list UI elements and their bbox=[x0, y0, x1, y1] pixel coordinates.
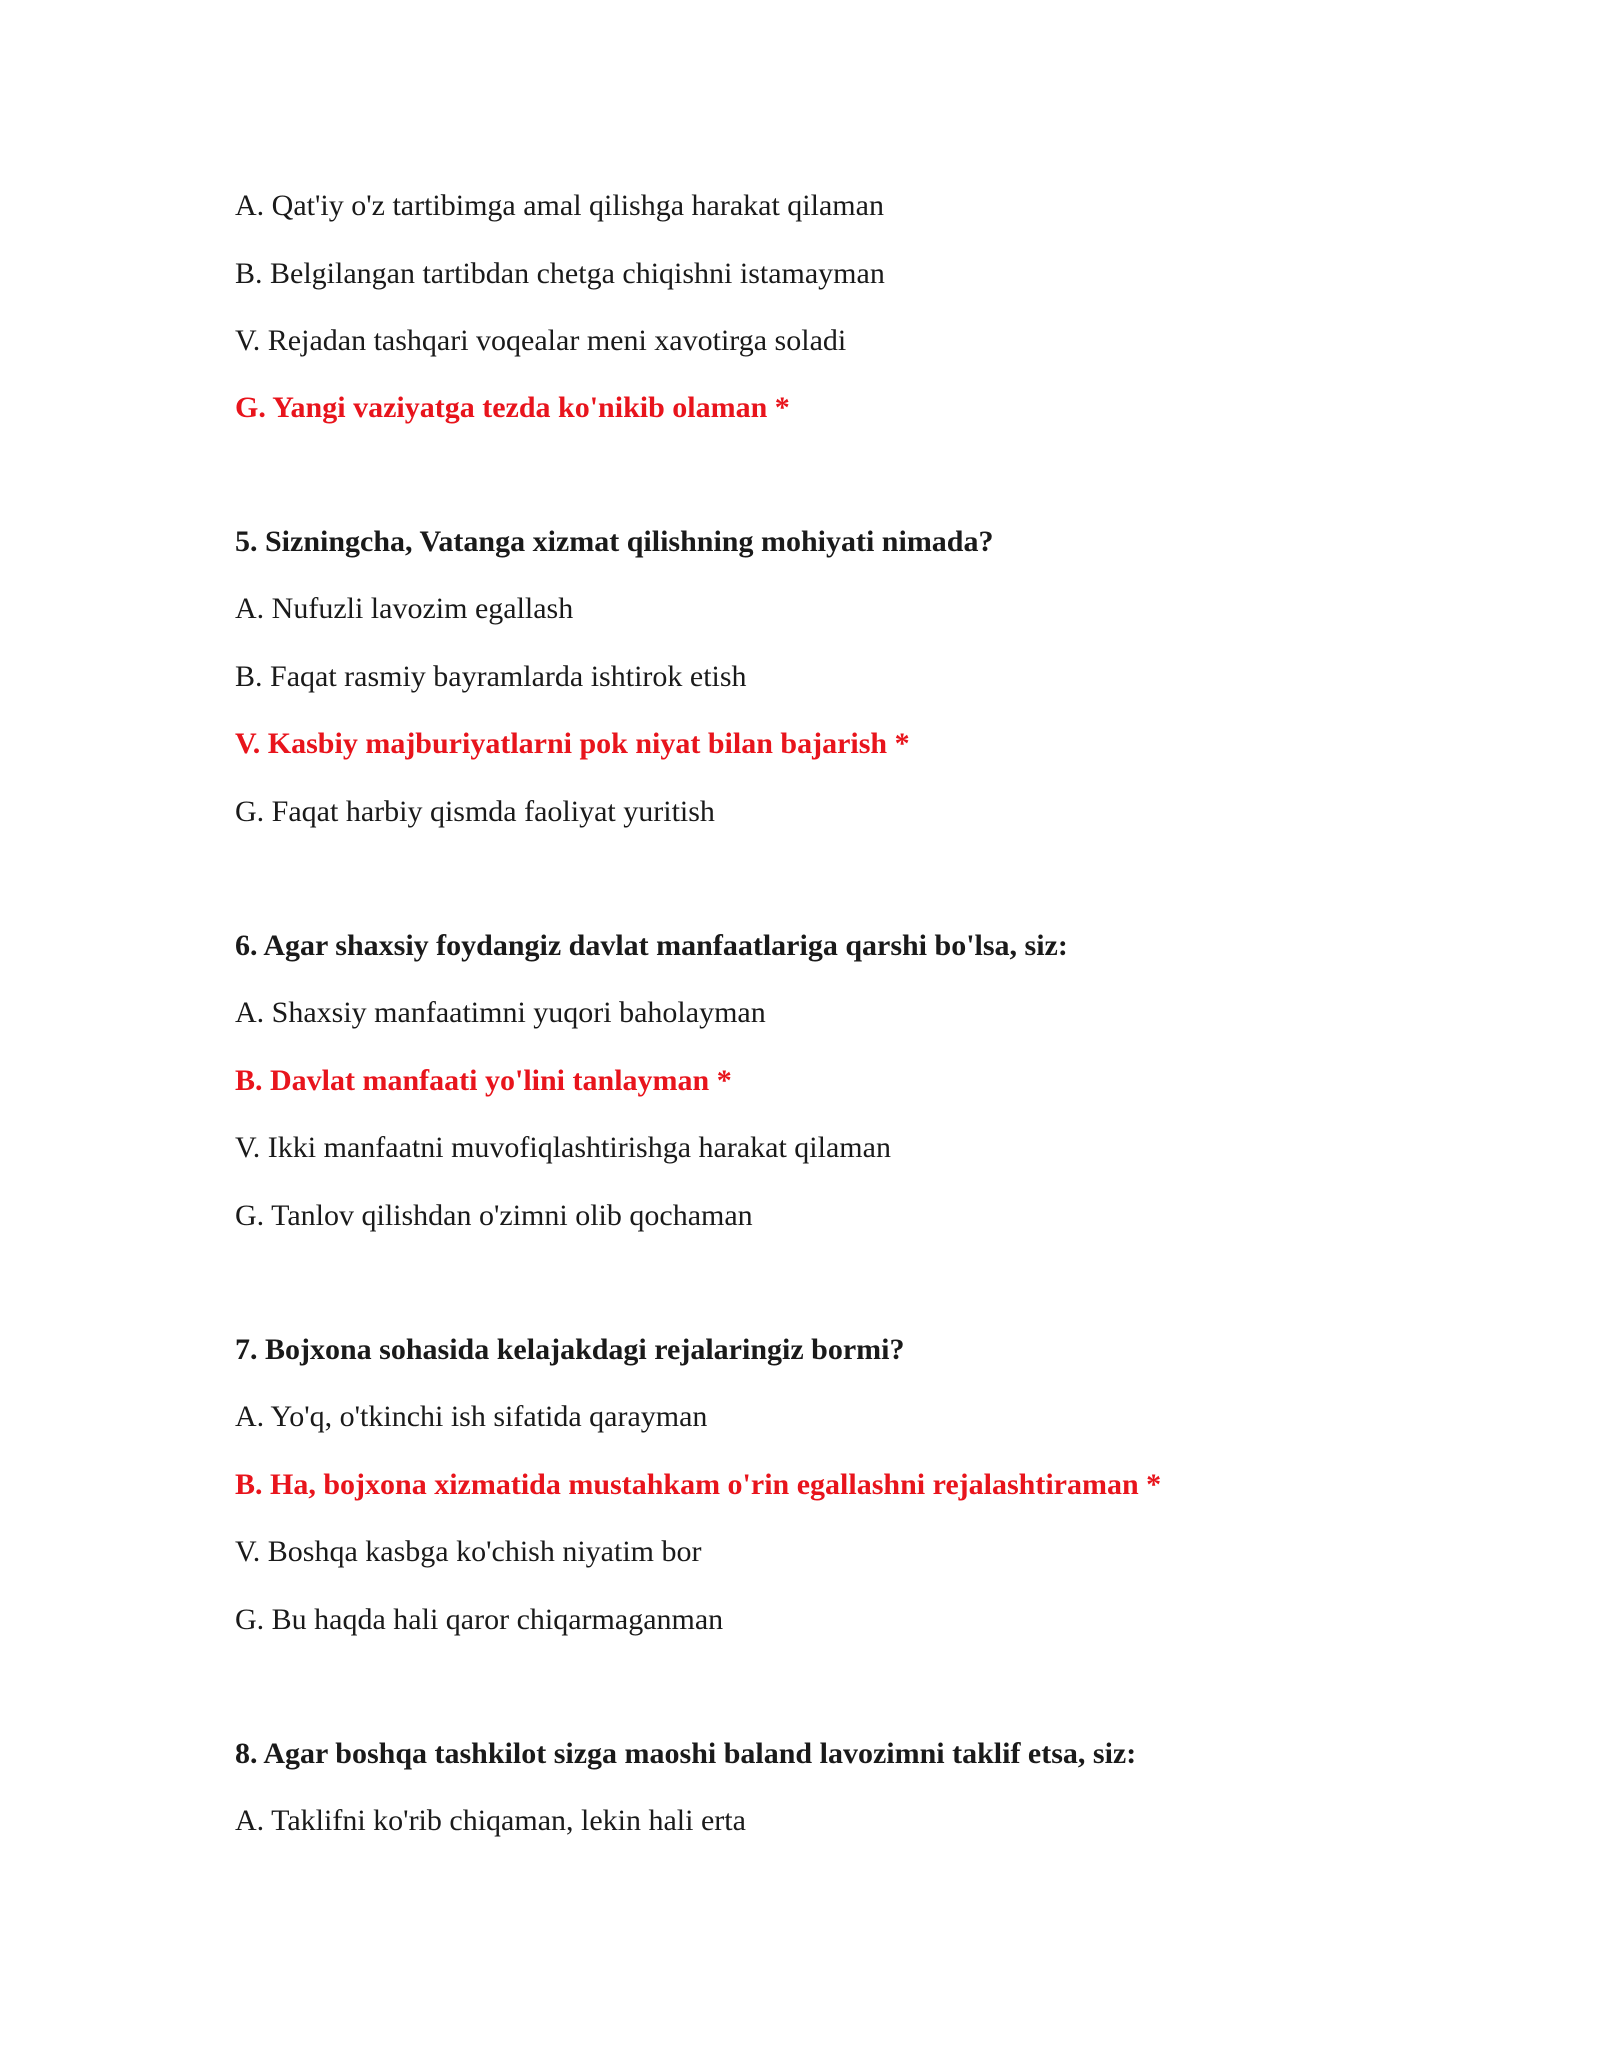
answer-option: B. Belgilangan tartibdan chetga chiqishni istamayman bbox=[235, 257, 885, 290]
answer-option: A. Qat'iy o'z tartibimga amal qilishga harakat qilaman bbox=[235, 189, 884, 222]
answer-option: A. Shaxsiy manfaatimni yuqori baholayman bbox=[235, 996, 766, 1029]
question-title: 7. Bojxona sohasida kelajakdagi rejalaringiz bormi? bbox=[235, 1333, 905, 1366]
correct-answer-option: B. Davlat manfaati yo'lini tanlayman * bbox=[235, 1064, 732, 1097]
answer-option: V. Boshqa kasbga ko'chish niyatim bor bbox=[235, 1535, 702, 1568]
correct-answer-option: G. Yangi vaziyatga tezda ko'nikib olaman * bbox=[235, 391, 790, 424]
question-title: 5. Sizningcha, Vatanga xizmat qilishning mohiyati nimada? bbox=[235, 525, 994, 558]
answer-option: V. Ikki manfaatni muvofiqlashtirishga harakat qilaman bbox=[235, 1131, 891, 1164]
question-title: 8. Agar boshqa tashkilot sizga maoshi baland lavozimni taklif etsa, siz: bbox=[235, 1737, 1137, 1770]
answer-option: V. Rejadan tashqari voqealar meni xavotirga soladi bbox=[235, 324, 847, 357]
answer-option: A. Nufuzli lavozim egallash bbox=[235, 592, 574, 625]
question-title: 6. Agar shaxsiy foydangiz davlat manfaatlariga qarshi bo'lsa, siz: bbox=[235, 929, 1068, 962]
answer-option: G. Bu haqda hali qaror chiqarmaganman bbox=[235, 1603, 724, 1636]
answer-option: A. Yo'q, o'tkinchi ish sifatida qarayman bbox=[235, 1400, 708, 1433]
correct-answer-option: B. Ha, bojxona xizmatida mustahkam o'rin egallashni rejalashtiraman * bbox=[235, 1468, 1162, 1501]
correct-answer-option: V. Kasbiy majburiyatlarni pok niyat bilan bajarish * bbox=[235, 727, 910, 760]
answer-option: G. Faqat harbiy qismda faoliyat yuritish bbox=[235, 795, 715, 828]
answer-option: G. Tanlov qilishdan o'zimni olib qochaman bbox=[235, 1199, 753, 1232]
answer-option: A. Taklifni ko'rib chiqaman, lekin hali erta bbox=[235, 1804, 746, 1837]
answer-option: B. Faqat rasmiy bayramlarda ishtirok etish bbox=[235, 660, 747, 693]
